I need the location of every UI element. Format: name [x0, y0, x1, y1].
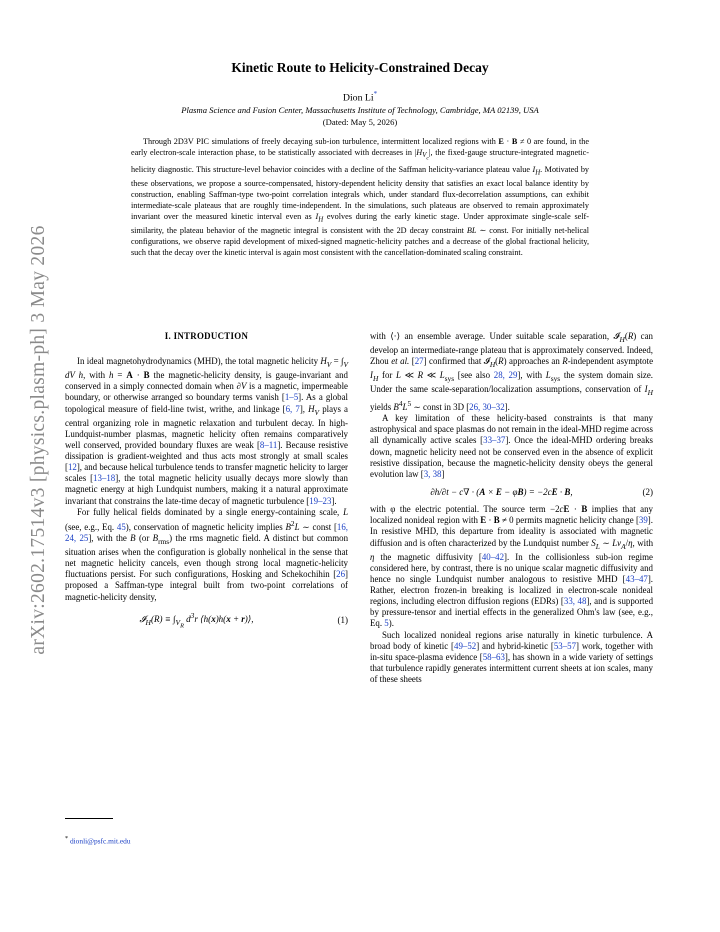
- intro-paragraph-4: A key limitation of these helicity-based constraints is that many astrophysical and space plasmas do not remain in the ideal-MHD regime across all dynamically active scales [33–37]. Once the ideal-MHD ordering breaks down, magnetic helicity need not be conserved even in the absence of explicit resistive dissipation, because the magnetic-helicity density obeys the general evolution law [3, 38]: [370, 413, 653, 479]
- footnote-email-link[interactable]: dionli@psfc.mit.edu: [69, 836, 131, 846]
- equation-2: ∂h/∂t − c∇ · (A × E − φB) = −2cE · B, (2): [430, 486, 653, 497]
- affiliation: Plasma Science and Fusion Center, Massachusetts Institute of Technology, Cambridge, MA 02139, USA: [181, 105, 539, 116]
- intro-paragraph-5: with φ the electric potential. The source term −2cE · B implies that any localized nonideal region with E · B ≠ 0 permits magnetic helicity change [39]. In resistive MHD, this departure from ideality is associated with magnetic diffusion and is often characterized by the Lundquist number $S_L$ ∼ $Lv_A/\eta$, with η the magnetic diffusivity [40–42]. In the collisionless sub-ion regime considered here, by contrast, there is no unique scalar magnetic diffusivity and hence no single Lundquist number analogous to resistive MHD [43–47]. Rather, electron frozen-in breaking is localized in electron-scale nonideal regions, including electron diffusion regions (EDRs) [33, 48], and is supported by pressure-tensor and inertial effects in the generalized Ohm's law (see, e.g., Eq. 5).: [370, 504, 654, 629]
- author-name: Dion Li: [342, 92, 374, 104]
- section-heading: I. INTRODUCTION: [164, 331, 249, 341]
- date-line: (Dated: May 5, 2026): [322, 117, 398, 128]
- author-line: [70, 88, 650, 104]
- right-column: [370, 331, 653, 685]
- author-footnote-mark[interactable]: *: [373, 90, 378, 98]
- left-column: [65, 331, 348, 637]
- equation-1: 𝓘$_H$(R) ≡ $\int_{V_R}$ $d^3r$ ⟨h(x)h(x + r)⟩, (1): [139, 610, 348, 630]
- intro-paragraph-2: For fully helical fields dominated by a single energy-containing scale, L (see, e.g., Eq. 45), conservation of magnetic helicity implies $B^2L$ ∼ const [16, 24, 25], with the B (or $B_{rms}$) the rms magnetic field. A distinct but common situation arises when the configuration is globally nonhelical in the sense that net magnetic helicity cancels, even though strong local magnetic-helicity fluctuations persist. For such configurations, Hosking and Schekochihin [26] proposed a Saffman-type integral built from two-point correlations of magnetic-helicity density,: [65, 506, 349, 602]
- paper-title: Kinetic Route to Helicity-Constrained Decay: [231, 60, 489, 75]
- footnote: [65, 836, 131, 845]
- equation-2-number: (2): [642, 486, 653, 497]
- footnote-mark: *: [65, 836, 69, 842]
- equation-1-number: (1): [337, 614, 348, 625]
- arxiv-id-text: arXiv:2602.17514v3 [physics.plasm-ph] 3 May 2026: [28, 225, 49, 655]
- intro-paragraph-3: with ⟨·⟩ an ensemble average. Under suitable scale separation, 𝓘$_H$(R) can develop an intermediate-range plateau that is approximately conserved. Indeed, Zhou et al. [27] confirmed that 𝓘$_H$(R) approaches an R-independent asymptote $I_H$ for L ≪ R ≪ $L_{sys}$ [see also 28, 29], with $L_{sys}$ the system domain size. Under the same scale-separation/localization assumptions, conservation of $I_H$ yields $B^4L^5$ ∼ const in 3D [26, 30–32].: [370, 331, 654, 412]
- arxiv-identifier-stamp: [14, 200, 64, 680]
- footnote-rule: [65, 818, 113, 819]
- intro-paragraph-6: Such localized nonideal regions arise naturally in kinetic turbulence. A broad body of kinetic [49–52] and hybrid-kinetic [53–57] work, together with in-situ space-plasma evidence [58–63], has shown in a wide variety of settings that turbulence rapidly generates intermittent current sheets at ion scales, many of these sheets: [370, 629, 653, 685]
- paper-header: [70, 60, 650, 128]
- abstract: Through 2D3V PIC simulations of freely decaying sub-ion turbulence, intermittent localized regions with E · B ≠ 0 are found, in the early electron-scale interaction phase, to be statistically associated with decreases in $|H_{V_c}|$, the fixed-gauge structure-integrated magnetic-helicity diagnostic. This structure-level behavior coincides with a decline of the Saffman helicity-variance plateau value $I_H$. Motivated by these observations, we propose a source-compensated, history-dependent helicity density that satisfies an exact local balance identity by construction, enabling Saffman-type two-point correlation integrals which, under standard flux-decorrelation assumptions, can exhibit intermediate-scale plateaus that are roughly time-independent. In the simulations, such plateaus are observed to remain approximately invariant over the measured kinetic interval even as $I_H$ evolves during the early kinetic stage. Under approximate single-scale self-similarity, the plateau behavior of the magnetic integral is consistent with the 2D decay constraint BL ∼ const. For initially net-helical configurations, we observe rapid development of mixed-signed magnetic-helicity patches and a decrease of the global fractional helicity, such that the decay over the kinetic interval is again most consistent with the cancellation-dominated scaling constraint.: [131, 137, 590, 257]
- intro-paragraph-1: In ideal magnetohydrodynamics (MHD), the total magnetic helicity $H_V = \int_V$ dV h, with h = A · B the magnetic-helicity density, is gauge-invariant and conserved in a simply connected domain when ∂V is a magnetic, impermeable boundary, or otherwise arranged so boundary terms vanish [1–5]. As a global topological measure of field-line twist, writhe, and linkage [6, 7], $H_V$ plays a central organizing role in magnetic relaxation and turbulent decay. In high-Lundquist-number plasmas, magnetic helicity often remains comparatively well conserved, provided boundary fluxes are weak [8–11]. Because resistive dissipation is gradient-weighted and thus acts most strongly at small scales [12], and because helical turbulence tends to transfer magnetic helicity to larger scales [13–18], the total magnetic helicity usually decays more slowly than magnetic energy at high Lundquist numbers, making it a natural approximate invariant that constrains the late-time decay of magnetic turbulence [19–23].: [65, 356, 349, 506]
